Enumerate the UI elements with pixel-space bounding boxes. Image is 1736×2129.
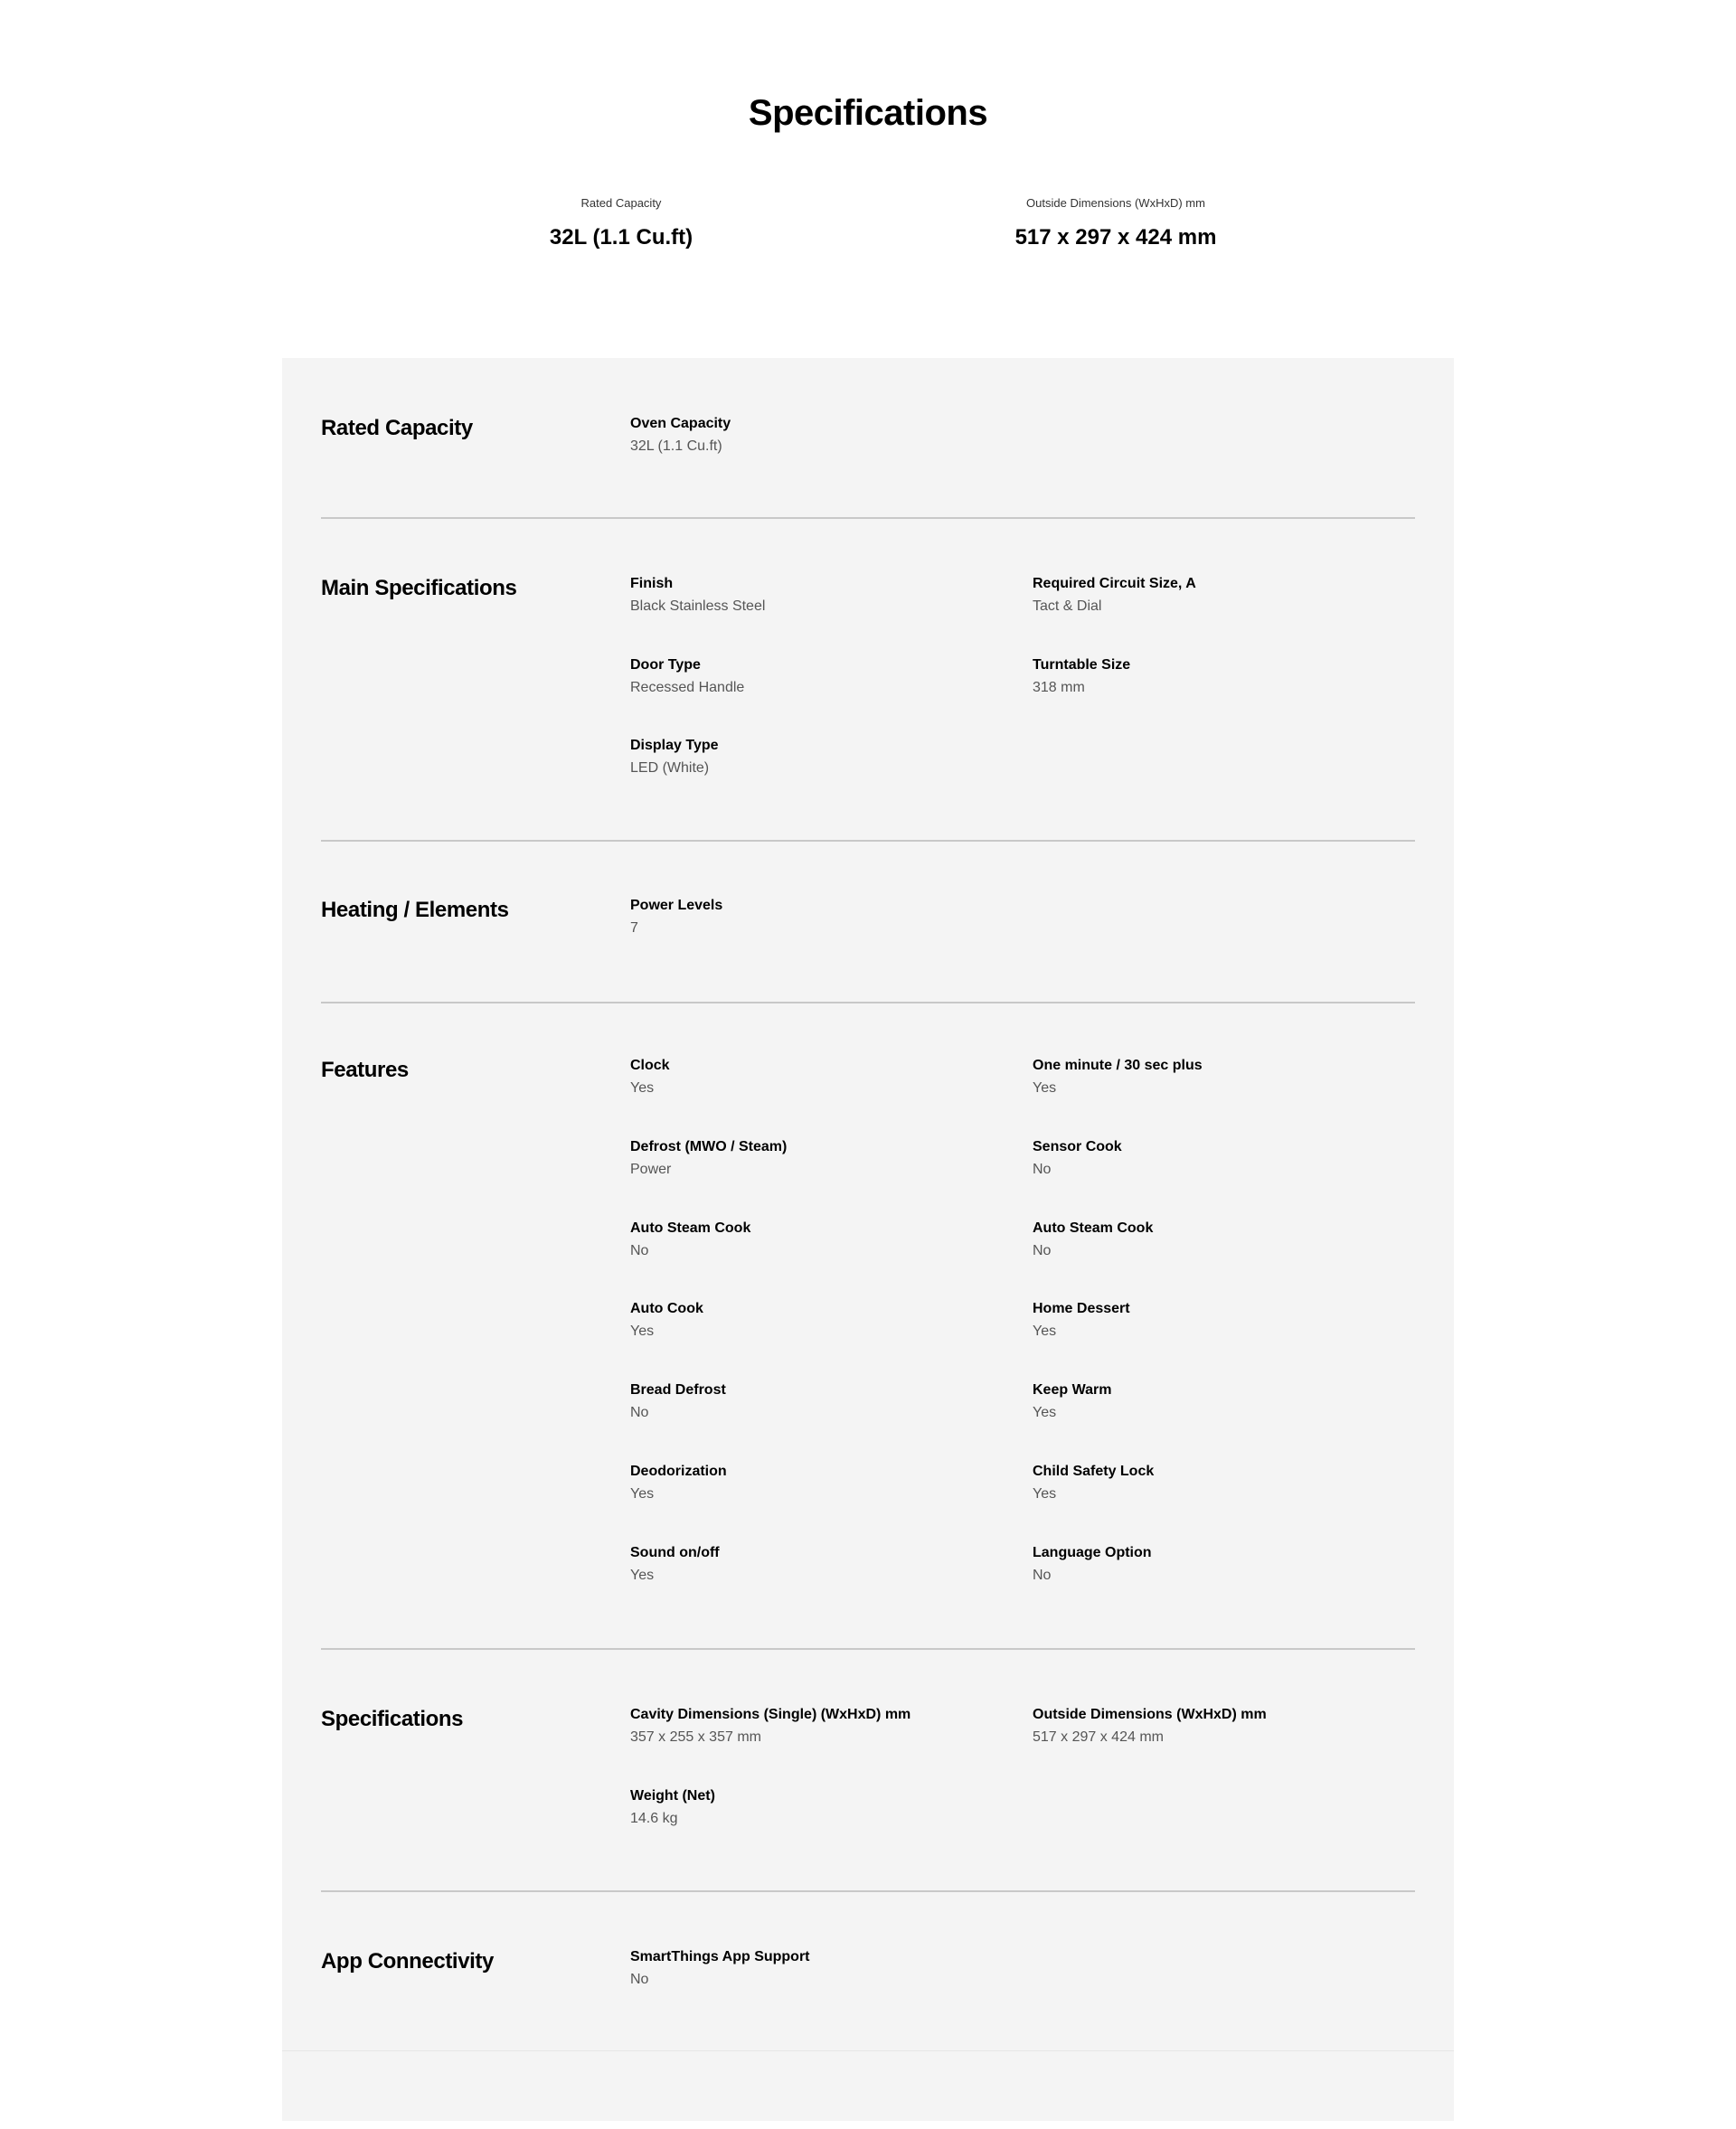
spec-item-sensor-cook <box>1033 1137 1412 1180</box>
spec-value: LED (White) <box>630 760 710 776</box>
spec-item-finish <box>630 574 1010 617</box>
spec-item-one-minute-30-sec <box>1033 1056 1412 1098</box>
spec-name: Sound on/off <box>630 1545 720 1560</box>
section-title: Specifications <box>321 1707 464 1731</box>
spec-name: Keep Warm <box>1033 1382 1112 1398</box>
panel-bottom-line <box>282 2050 1454 2051</box>
spec-name: Power Levels <box>630 898 723 913</box>
section-specifications <box>321 1650 1415 1892</box>
spec-value: Yes <box>1033 1080 1057 1096</box>
spec-name: Home Dessert <box>1033 1301 1130 1316</box>
spec-item-deodorization <box>630 1462 1010 1504</box>
spec-value: Recessed Handle <box>630 680 745 695</box>
spec-name: Auto Cook <box>630 1301 703 1316</box>
spec-value: No <box>1033 1243 1052 1258</box>
page-title: Specifications <box>748 93 988 133</box>
spec-value: No <box>1033 1568 1052 1583</box>
spec-value: 14.6 kg <box>630 1811 678 1826</box>
spec-value: 32L (1.1 Cu.ft) <box>630 438 722 454</box>
spec-name: Sensor Cook <box>1033 1139 1122 1154</box>
section-heating-elements <box>321 843 1415 1004</box>
spec-item-sound-on-off <box>630 1543 1010 1586</box>
section-title: Heating / Elements <box>321 898 509 922</box>
spec-value: Yes <box>1033 1405 1057 1420</box>
spec-value: Black Stainless Steel <box>630 598 766 614</box>
spec-name: Cavity Dimensions (Single) (WxHxD) mm <box>630 1707 911 1722</box>
spec-value: No <box>1033 1162 1052 1177</box>
section-title: Main Specifications <box>321 576 517 600</box>
spec-value: Power <box>630 1162 672 1177</box>
spec-item-auto-steam-cook <box>630 1219 1010 1261</box>
spec-name: Outside Dimensions (WxHxD) mm <box>1033 1707 1267 1722</box>
spec-item-display-type <box>630 736 1010 778</box>
spec-item-cavity-dimensions <box>630 1705 1010 1747</box>
section-app-connectivity <box>321 1891 1415 2054</box>
section-divider <box>321 840 1415 842</box>
key-spec-rated-capacity <box>440 195 802 251</box>
spec-item-home-dessert <box>1033 1299 1412 1342</box>
spec-item-smartthings-app-support <box>630 1947 1010 1990</box>
spec-item-outside-dimensions <box>1033 1705 1412 1747</box>
spec-name: Turntable Size <box>1033 657 1131 673</box>
spec-item-auto-steam-cook-2 <box>1033 1219 1412 1261</box>
spec-item-child-safety-lock <box>1033 1462 1412 1504</box>
key-spec-label: Rated Capacity <box>580 196 662 210</box>
spec-name: Auto Steam Cook <box>1033 1220 1154 1236</box>
spec-name: Child Safety Lock <box>1033 1464 1155 1479</box>
key-spec-value: 32L (1.1 Cu.ft) <box>549 225 693 250</box>
spec-value: Yes <box>630 1324 655 1339</box>
spec-item-auto-cook <box>630 1299 1010 1342</box>
key-spec-label: Outside Dimensions (WxHxD) mm <box>1026 196 1205 210</box>
spec-name: One minute / 30 sec plus <box>1033 1058 1203 1073</box>
spec-item-bread-defrost <box>630 1380 1010 1423</box>
spec-item-door-type <box>630 655 1010 698</box>
spec-value: 318 mm <box>1033 680 1085 695</box>
spec-value: No <box>630 1405 649 1420</box>
spec-value: Yes <box>630 1486 655 1502</box>
spec-value: No <box>630 1972 649 1987</box>
section-title: App Connectivity <box>321 1949 494 1974</box>
spec-item-required-circuit-size <box>1033 574 1412 617</box>
spec-item-clock <box>630 1056 1010 1098</box>
spec-value: 7 <box>630 920 638 936</box>
section-main-specifications <box>321 519 1415 843</box>
spec-panel <box>282 358 1454 2121</box>
key-spec-value: 517 x 297 x 424 mm <box>1014 225 1217 250</box>
spec-item-keep-warm <box>1033 1380 1412 1423</box>
spec-name: Bread Defrost <box>630 1382 726 1398</box>
spec-item-weight-net <box>630 1786 1010 1829</box>
spec-name: Weight (Net) <box>630 1788 715 1804</box>
spec-name: Auto Steam Cook <box>630 1220 751 1236</box>
spec-value: Yes <box>630 1568 655 1583</box>
spec-value: 357 x 255 x 357 mm <box>630 1729 761 1745</box>
spec-name: SmartThings App Support <box>630 1949 810 1964</box>
spec-name: Display Type <box>630 738 719 753</box>
spec-name: Deodorization <box>630 1464 727 1479</box>
spec-value: 517 x 297 x 424 mm <box>1033 1729 1164 1745</box>
spec-item-turntable-size <box>1033 655 1412 698</box>
spec-value: Yes <box>630 1080 655 1096</box>
spec-item-oven-capacity <box>630 414 1010 457</box>
section-title: Features <box>321 1058 409 1082</box>
spec-item-language-option <box>1033 1543 1412 1586</box>
spec-name: Door Type <box>630 657 701 673</box>
spec-name: Oven Capacity <box>630 416 731 431</box>
spec-value: Yes <box>1033 1486 1057 1502</box>
spec-name: Clock <box>630 1058 670 1073</box>
spec-value: Yes <box>1033 1324 1057 1339</box>
spec-value: Tact & Dial <box>1033 598 1102 614</box>
spec-name: Finish <box>630 576 674 591</box>
spec-item-defrost <box>630 1137 1010 1180</box>
spec-name: Required Circuit Size, A <box>1033 576 1196 591</box>
section-rated-capacity <box>321 358 1415 519</box>
key-spec-outside-dimensions <box>935 195 1297 251</box>
spec-item-power-levels <box>630 896 1010 938</box>
spec-value: No <box>630 1243 649 1258</box>
spec-name: Language Option <box>1033 1545 1152 1560</box>
spec-name: Defrost (MWO / Steam) <box>630 1139 788 1154</box>
section-title: Rated Capacity <box>321 416 473 440</box>
section-features <box>321 1003 1415 1652</box>
